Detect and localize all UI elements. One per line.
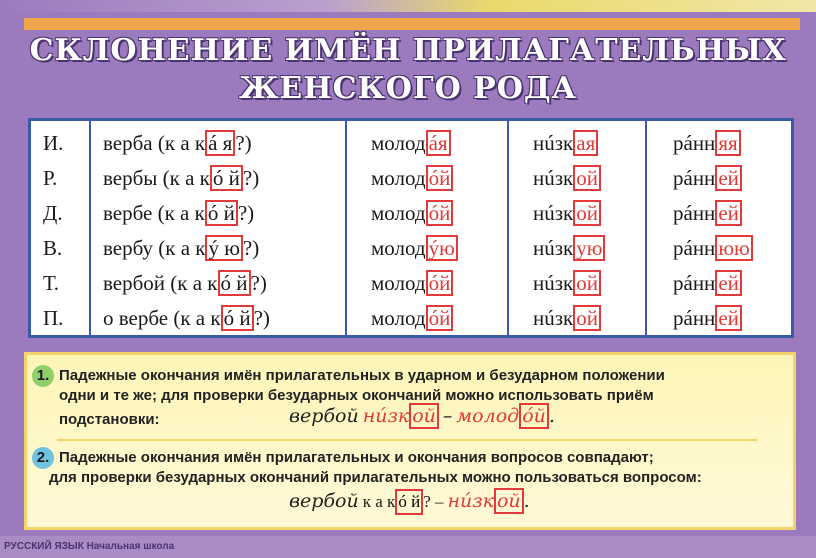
question-tail: ?) [237,201,255,225]
case-label: Д. [43,201,63,225]
adjective-low [533,266,601,301]
rule-1-example-ending: ой [409,403,439,429]
adjective-low [533,231,605,266]
adjective-stem: нúзк [533,201,574,225]
rule-2-example-ending: ой [494,488,524,514]
question-tail: ?) [235,131,252,155]
poster-title [0,32,816,108]
adjective-stem: рáнн [673,166,716,190]
noun-form: вербой (к а к [103,271,218,295]
adjective-ending: ая [573,130,598,156]
footer-label: РУССКИЙ ЯЗЫК Начальная школа [4,541,175,552]
adjective-stem: молод [371,306,426,330]
rule-1-example-word: вербой [289,405,359,427]
adjective-stem: рáнн [673,236,716,260]
rule-2-line-1: Падежные окончания имён прилагательных и окончания вопросов совпадают; [59,449,654,466]
adjective-young [371,196,453,231]
adjective-early [673,126,741,161]
adjective-low [533,301,601,336]
title-line-2: ЖЕНСКОГО РОДА [239,71,577,106]
adjective-ending: ой [573,305,601,331]
adjective-ending: ой [573,270,601,296]
noun-question [103,231,259,266]
rule-2-example-stem: нúзк [447,490,494,512]
question-ending: ó й [221,305,254,331]
table-row [31,266,791,301]
adjective-young [371,266,453,301]
question-tail: ?) [253,306,270,330]
table-row [31,196,791,231]
table-row [31,126,791,161]
question-tail: ?) [242,166,260,190]
rule-1-example [289,405,555,427]
rule-2-example-word: вербой [289,490,359,512]
question-ending: ó й [210,165,243,191]
adjective-early [673,266,742,301]
adjective-stem: нúзк [533,306,574,330]
adjective-stem: нúзк [533,236,574,260]
adjective-ending: яя [715,130,740,156]
adjective-stem: рáнн [673,201,716,225]
rule-1-example-tail: . [548,405,555,427]
adjective-stem: рáнн [673,306,716,330]
noun-form: вербу (к а к [103,236,206,260]
adjective-stem: молод [371,131,426,155]
rules-panel [24,352,796,530]
noun-form: о вербе (к а к [103,306,221,330]
adjective-ending: ой [573,165,601,191]
question-ending: ý ю [205,235,242,261]
question-ending: á я [205,130,235,156]
adjective-young [371,301,453,336]
adjective-stem: молод [371,271,426,295]
noun-form: верба (к а к [103,131,206,155]
rule-2-question-ending: ó й [395,489,423,515]
adjective-early [673,161,742,196]
rule-2-line-2: для проверки безударных окончаний прилагательных можно пользоваться вопросом: [49,469,702,486]
noun-form: вербы (к а к [103,166,210,190]
noun-question [103,266,267,301]
rule-1-line-2: одни и те же; для проверки безударных окончаний можно использовать приём [59,387,654,404]
noun-question [103,161,259,196]
adjective-young [371,126,451,161]
noun-question [103,126,252,161]
table-row [31,231,791,266]
declension-table [28,118,794,338]
adjective-ending: ýю [426,235,458,261]
case-label: П. [43,306,64,330]
adjective-young [371,161,453,196]
rule-1-line-1: Падежные окончания имён прилагательных в ударном и безударном положении [59,367,665,384]
adjective-early [673,301,742,336]
rule-1-example-stem: нúзк [362,405,410,427]
question-ending: ó й [205,200,238,226]
case-label: Т. [43,271,59,295]
adjective-ending: ей [715,165,742,191]
noun-question [103,301,270,336]
adjective-stem: нúзк [533,166,574,190]
adjective-ending: óй [426,305,454,331]
adjective-ending: áя [426,130,451,156]
rule-1-example-dash: – [442,405,453,427]
adjective-ending: ей [715,305,742,331]
table-row [31,301,791,336]
adjective-young [371,231,458,266]
adjective-ending: ую [573,235,605,261]
case-label: И. [43,131,64,155]
rules-divider [57,439,757,441]
rule-1-bullet: 1. [32,365,54,387]
adjective-ending: óй [426,200,454,226]
adjective-ending: óй [426,270,454,296]
rule-1-check-stem: молод [456,405,520,427]
adjective-low [533,126,598,161]
adjective-stem: молод [371,236,426,260]
adjective-stem: рáнн [673,131,716,155]
adjective-stem: молод [371,166,426,190]
adjective-stem: нúзк [533,271,574,295]
adjective-ending: ей [715,200,742,226]
adjective-early [673,196,742,231]
adjective-stem: рáнн [673,271,716,295]
rule-2-question: к а к [362,492,396,511]
question-tail: ?) [242,236,260,260]
question-tail: ?) [250,271,267,295]
rule-2-question-tail: ? – [423,492,444,511]
noun-question [103,196,254,231]
rule-2-bullet: 2. [32,447,54,469]
question-ending: ó й [218,270,251,296]
noun-form: вербе (к а к [103,201,205,225]
rule-1-line-3: подстановки: [59,411,160,428]
adjective-stem: нúзк [533,131,574,155]
adjective-ending: ой [573,200,601,226]
adjective-ending: юю [715,235,752,261]
adjective-low [533,196,601,231]
adjective-ending: óй [426,165,454,191]
rule-2-example-tail: . [523,490,530,512]
adjective-early [673,231,753,266]
table-row [31,161,791,196]
rule-2-example [289,489,530,515]
adjective-low [533,161,601,196]
rule-1-check-ending: óй [519,403,549,429]
adjective-ending: ей [715,270,742,296]
orange-stripe [24,18,800,30]
case-label: В. [43,236,63,260]
case-label: Р. [43,166,58,190]
adjective-stem: молод [371,201,426,225]
top-gradient-bar [0,0,816,12]
title-line-1: СКЛОНЕНИЕ ИМЁН ПРИЛАГАТЕЛЬНЫХ [29,33,787,68]
